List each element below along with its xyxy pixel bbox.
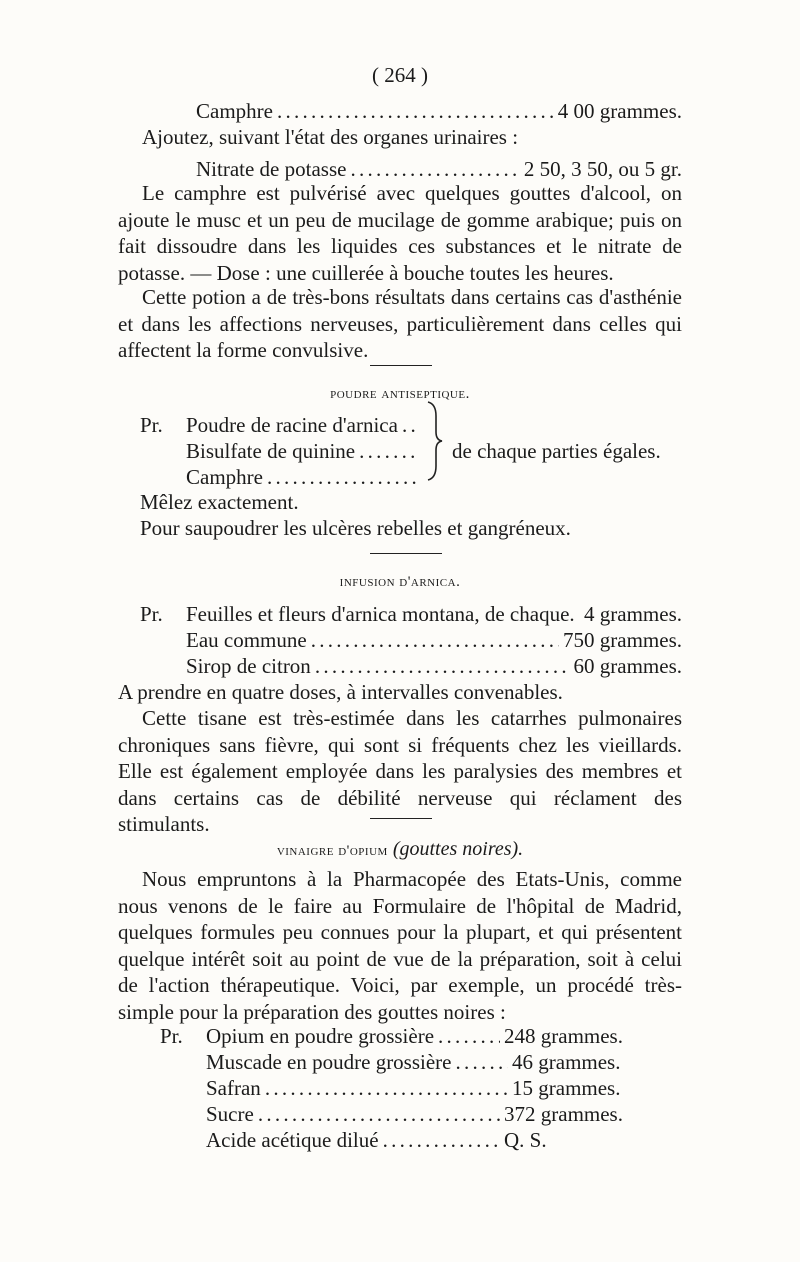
vinaigre-item-2 [206,1049,634,1075]
camphre-line [196,98,682,124]
poudre-item-label: Camphre [186,465,263,489]
leader-dots [277,98,554,124]
poudre-item-label: Poudre de racine d'arnica [186,413,398,437]
section-divider [370,365,432,366]
vinaigre-item-label: Safran [206,1076,261,1100]
vinaigre-item-label: Sucre [206,1102,254,1126]
poudre-item-3 [186,464,424,490]
leader-dots [267,464,420,490]
camphre-label: Camphre [196,99,273,123]
vinaigre-item-quantity: 46 grammes. [512,1050,621,1074]
camphre-paragraph: Le camphre est pulvérisé avec quelques gouttes d'alcool, on ajoute le musc et un peu de mucilage de gomme arabique; puis on fait dissoudre dans les liquides ces substances et le nitrate de potasse. — Dose : une cuillerée à bouche toutes les heures. [118,181,682,285]
ajoutez-line: Ajoutez, suivant l'état des organes urinaires : [142,125,519,149]
leader-dots [438,1023,500,1049]
poudre-item-2 [186,438,424,464]
leader-dots [402,412,420,438]
nitrate-quantity: 2 50, 3 50, ou 5 gr. [523,157,682,181]
camphre-quantity: 4 00 grammes. [557,99,682,123]
section-divider [370,553,442,554]
poudre-usage: Pour saupoudrer les ulcères rebelles et gangréneux. [140,516,571,540]
poudre-title: poudre antiseptique. [330,386,470,402]
vinaigre-item-quantity: 372 grammes. [504,1102,623,1126]
leader-dots [315,653,570,679]
nitrate-label: Nitrate de potasse [196,157,347,181]
poudre-item-label: Bisulfate de quinine [186,439,356,463]
poudre-pr: Pr. [140,413,163,437]
leader-dots [311,627,559,653]
leader-dots [258,1101,500,1127]
page-number: ( 264 ) [372,63,428,87]
leader-dots [383,1127,500,1153]
section-divider [370,818,432,819]
infusion-item-3 [186,653,682,679]
vinaigre-item-quantity: 15 grammes. [512,1076,621,1100]
infusion-title: infusion d'arnica. [339,574,461,590]
leader-dots [265,1075,508,1101]
potion-paragraph: Cette potion a de très-bons résultats dans certains cas d'asthénie et dans les affections nerveuses, particulièrement dans celles qui affectent la forme convulsive. [118,285,682,363]
infusion-dosage: A prendre en quatre doses, à intervalles convenables. [118,680,563,704]
leader-dots [350,156,519,182]
vinaigre-item-label: Opium en poudre grossière [206,1024,435,1048]
vinaigre-item-quantity: 248 grammes. [504,1024,623,1048]
infusion-pr: Pr. [140,602,163,626]
poudre-brace-text: de chaque parties égales. [452,439,661,463]
vinaigre-item-quantity: Q. S. [504,1128,547,1152]
vinaigre-title-italic: (gouttes noires). [392,838,524,860]
vinaigre-title-main: vinaigre d'opium [276,843,388,859]
infusion-item-quantity: 60 grammes. [573,654,682,678]
nitrate-line [196,156,682,182]
vinaigre-item-4 [206,1101,634,1127]
infusion-item-quantity: 750 grammes. [563,628,682,652]
vinaigre-item-label: Muscade en poudre grossière [206,1050,452,1074]
infusion-item-label: Sirop de citron [186,654,311,678]
vinaigre-item-5 [206,1127,634,1153]
leader-dots [456,1049,509,1075]
infusion-item-label: Feuilles et fleurs d'arnica montana, de chaque. [186,602,575,626]
curly-brace-icon [426,400,444,482]
vinaigre-item-1 [206,1023,634,1049]
vinaigre-item-label: Acide acétique dilué [206,1128,379,1152]
infusion-item-1 [186,601,682,627]
infusion-item-2 [186,627,682,653]
vinaigre-item-3 [206,1075,634,1101]
infusion-item-quantity: 4 grammes. [584,602,682,626]
infusion-paragraph: Cette tisane est très-estimée dans les catarrhes pulmonaires chroniques sans fièvre, qui sont si fréquents chez les vieillards. Elle est également employée dans les paralysies des membres et dans certains cas de débilité nerveuse qui réclament des stimulants. [118,706,682,837]
vinaigre-paragraph: Nous empruntons à la Pharmacopée des Etats-Unis, comme nous venons de le faire au Formulaire de l'hôpital de Madrid, quelques formules peu connues pour la plupart, et qui présentent quelque intérêt soit au point de vue de la préparation, soit à celui de l'action thérapeutique. Voici, par exemple, un procédé très-simple pour la préparation des gouttes noires : [118,867,682,1024]
vinaigre-title [0,836,800,864]
poudre-item-1 [186,412,424,438]
leader-dots [359,438,420,464]
infusion-item-label: Eau commune [186,628,307,652]
vinaigre-pr: Pr. [160,1024,183,1048]
poudre-melez: Mêlez exactement. [140,490,299,514]
